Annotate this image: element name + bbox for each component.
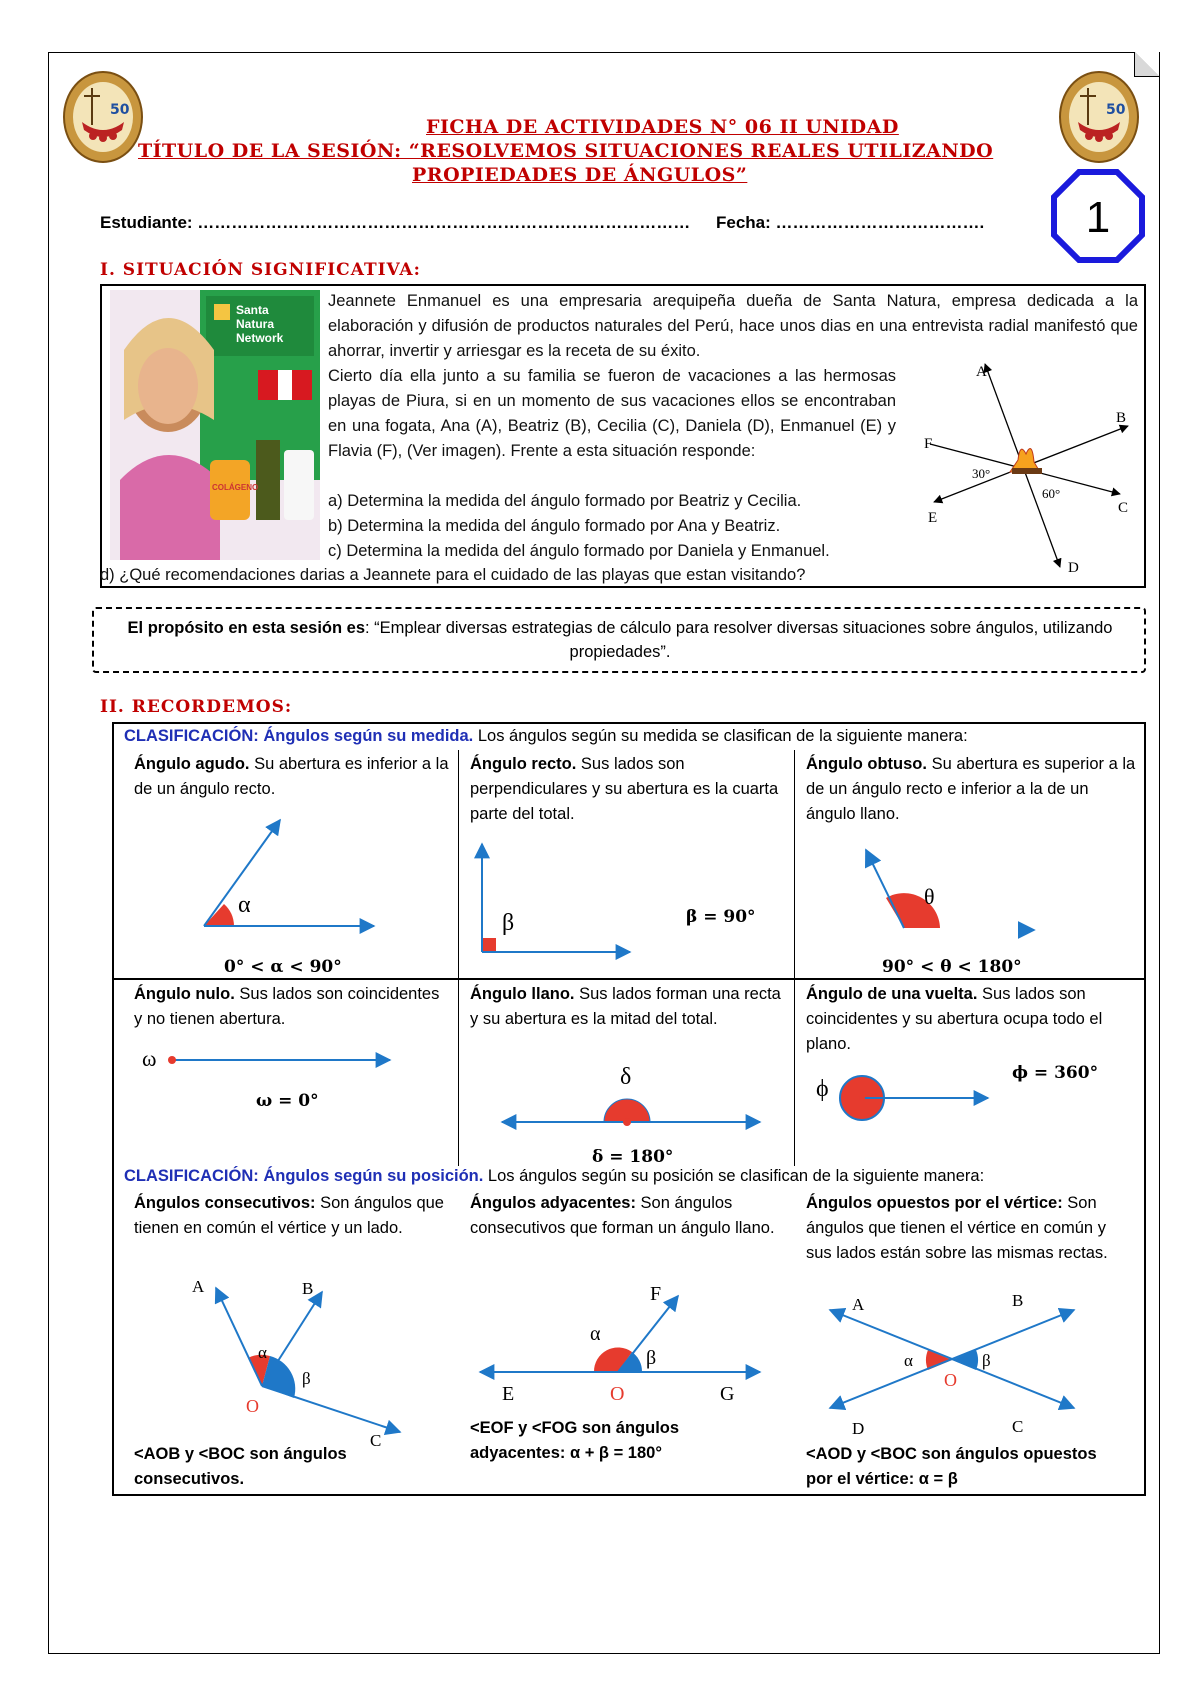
svg-text:D: D (852, 1419, 865, 1438)
svg-text:A: A (976, 364, 987, 380)
svg-text:G: G (720, 1383, 735, 1405)
svg-text:0° < α < 90°: 0° < α < 90° (224, 957, 342, 977)
svg-text:ϕ = 360°: ϕ = 360° (1012, 1063, 1099, 1083)
svg-text:α: α (904, 1351, 913, 1370)
svg-text:ϕ: ϕ (816, 1076, 829, 1102)
svg-text:β: β (502, 910, 515, 936)
situation-paragraph-2: Cierto día ella junto a su familia se fueron de vacaciones a las hermosas playas de Piura, si en un momento de sus vacaciones ellos se encontraban en una fogata, Ana (A), Beatriz (B), Cecilia (C), Daniela (D), Enmanuel (E) y Flavia (F), (Ver imagen). Frente a esta situación responde: (328, 367, 896, 460)
school-logo-right (1058, 70, 1140, 164)
svg-text:A: A (852, 1295, 865, 1314)
svg-text:δ = 180°: δ = 180° (592, 1147, 674, 1166)
adjacent-angles-figure (470, 1276, 790, 1406)
svg-text:ω: ω (142, 1046, 157, 1071)
svg-text:B: B (1116, 410, 1127, 426)
purpose-statement (110, 616, 1130, 664)
purpose-label: El propósito en esta sesión es (127, 619, 366, 637)
row-divider (112, 978, 1146, 980)
santa-natura-photo (110, 290, 320, 560)
svg-text:E: E (928, 510, 938, 526)
page-number: 1 (1085, 193, 1111, 242)
svg-text:C: C (1012, 1417, 1024, 1436)
svg-text:30°: 30° (972, 466, 991, 481)
svg-text:O: O (944, 1370, 957, 1390)
svg-text:O: O (246, 1396, 259, 1416)
svg-text:α: α (238, 892, 251, 918)
acute-angle-figure (120, 800, 450, 978)
svg-text:F: F (924, 436, 933, 452)
svg-text:C: C (1118, 500, 1129, 516)
vertical-angles-figure (812, 1290, 1132, 1438)
question-c: c) Determina la medida del ángulo formado por Daniela y Enmanuel. (328, 542, 830, 560)
consecutive-angles-description: Ángulos consecutivos: Son ángulos que tienen en común el vértice y un lado. (134, 1194, 444, 1237)
campfire-angles-figure (920, 362, 1140, 580)
svg-text:θ: θ (924, 884, 935, 909)
full-angle-description: Ángulo de una vuelta. Sus lados son coincidentes y su abertura ocupa todo el plano. (806, 985, 1103, 1053)
svg-text:A: A (192, 1277, 205, 1296)
session-title-line1: TÍTULO DE LA SESIÓN: “RESOLVEMOS SITUACIONES REALES UTILIZANDO (138, 140, 994, 162)
null-angle-figure (128, 1040, 448, 1120)
svg-text:Network: Network (236, 331, 284, 345)
svg-text:δ: δ (620, 1064, 632, 1090)
svg-text:50: 50 (110, 102, 130, 118)
svg-text:β: β (646, 1347, 657, 1369)
question-a: a) Determina la medida del ángulo formado por Beatriz y Cecilia. (328, 492, 802, 510)
svg-text:B: B (1012, 1291, 1024, 1310)
date-field[interactable]: Fecha: ………………………………. (716, 213, 985, 232)
column-divider-1 (458, 750, 459, 1166)
svg-text:90° < θ < 180°: 90° < θ < 180° (882, 957, 1022, 977)
svg-text:ω = 0°: ω = 0° (256, 1091, 319, 1111)
adjacent-angles-caption: <EOF y <FOG son ángulos adyacentes: α + β = 180° (470, 1419, 680, 1462)
consecutive-angles-caption: <AOB y <BOC son ángulos consecutivos. (134, 1445, 347, 1488)
svg-text:C: C (370, 1431, 382, 1450)
svg-text:β: β (302, 1369, 311, 1388)
vertical-angles-caption: <AOD y <BOC son ángulos opuestos por el vértice: α = β (806, 1445, 1097, 1488)
svg-text:COLÁGENO: COLÁGENO (212, 483, 259, 492)
obtuse-angle-figure (800, 820, 1140, 978)
obtuse-angle-description: Ángulo obtuso. Su abertura es superior a la de un ángulo recto e inferior a la de un ángulo llano. (806, 755, 1136, 823)
full-angle-figure (800, 1050, 1140, 1166)
straight-angle-description: Ángulo llano. Sus lados forman una recta y su abertura es la mitad del total. (470, 985, 781, 1028)
vertical-angles-description: Ángulos opuestos por el vértice: Son ángulos que tienen el vértice en común y sus lados están sobre las mismas rectas. (806, 1194, 1108, 1262)
question-b: b) Determina la medida del ángulo formado por Ana y Beatriz. (328, 517, 781, 535)
svg-text:α: α (258, 1343, 267, 1362)
svg-text:B: B (302, 1279, 314, 1298)
consecutive-angles-figure (170, 1270, 430, 1450)
svg-text:50: 50 (1106, 102, 1126, 118)
svg-text:60°: 60° (1042, 486, 1061, 501)
svg-text:E: E (502, 1383, 515, 1405)
student-field[interactable]: Estudiante: …………………………………………………………………………… (100, 213, 691, 232)
right-angle-description: Ángulo recto. Sus lados son perpendiculares y su abertura es la cuarta parte del total. (470, 755, 779, 823)
page-number-badge (1050, 168, 1146, 264)
svg-text:α: α (590, 1323, 601, 1345)
column-divider-2 (794, 750, 795, 1166)
svg-text:β = 90°: β = 90° (686, 907, 756, 927)
adjacent-angles-description: Ángulos adyacentes: Son ángulos consecutivos que forman un ángulo llano. (470, 1194, 775, 1237)
svg-text:Santa: Santa (236, 303, 269, 317)
straight-angle-figure (462, 1060, 792, 1166)
worksheet-title: FICHA DE ACTIVIDADES N° 06 II UNIDAD (426, 116, 899, 138)
null-angle-description: Ángulo nulo. Sus lados son coincidentes y no tienen abertura. (134, 985, 440, 1028)
svg-text:Natura: Natura (236, 317, 275, 331)
school-logo-left (62, 70, 144, 164)
situation-paragraph-1: Jeannete Enmanuel es una empresaria arequipeña dueña de Santa Natura, empresa dedicada a la elaboración y difusión de productos naturales del Perú, hace unos dias en una entrevista radial manifestó que ahorrar, invertir y arriesgar es la receta de su éxito. (328, 292, 1138, 360)
measure-classification-heading: CLASIFICACIÓN: Ángulos según su medida. Los ángulos según su medida se clasifican de la siguiente manera: (124, 727, 968, 745)
purpose-text: : “Emplear diversas estrategias de cálculo para resolver diversas situaciones sobre ángulos, utilizando propiedades”. (365, 619, 1113, 661)
position-classification-heading: CLASIFICACIÓN: Ángulos según su posición. Los ángulos según su posición se clasifican de la siguiente manera: (124, 1167, 985, 1185)
section-recall-title: II. RECORDEMOS: (100, 697, 293, 717)
acute-angle-description: Ángulo agudo. Su abertura es inferior a la de un ángulo recto. (134, 755, 449, 798)
section-situation-title: I. SITUACIÓN SIGNIFICATIVA: (100, 260, 421, 280)
question-d: d) ¿Qué recomendaciones darias a Jeannete para el cuidado de las playas que estan visitando? (100, 566, 806, 584)
session-title-line2: PROPIEDADES DE ÁNGULOS” (412, 164, 748, 186)
svg-text:F: F (650, 1283, 662, 1305)
svg-text:β: β (982, 1351, 991, 1370)
svg-text:D: D (1068, 560, 1079, 576)
right-angle-figure (462, 830, 792, 978)
svg-text:O: O (610, 1383, 625, 1405)
